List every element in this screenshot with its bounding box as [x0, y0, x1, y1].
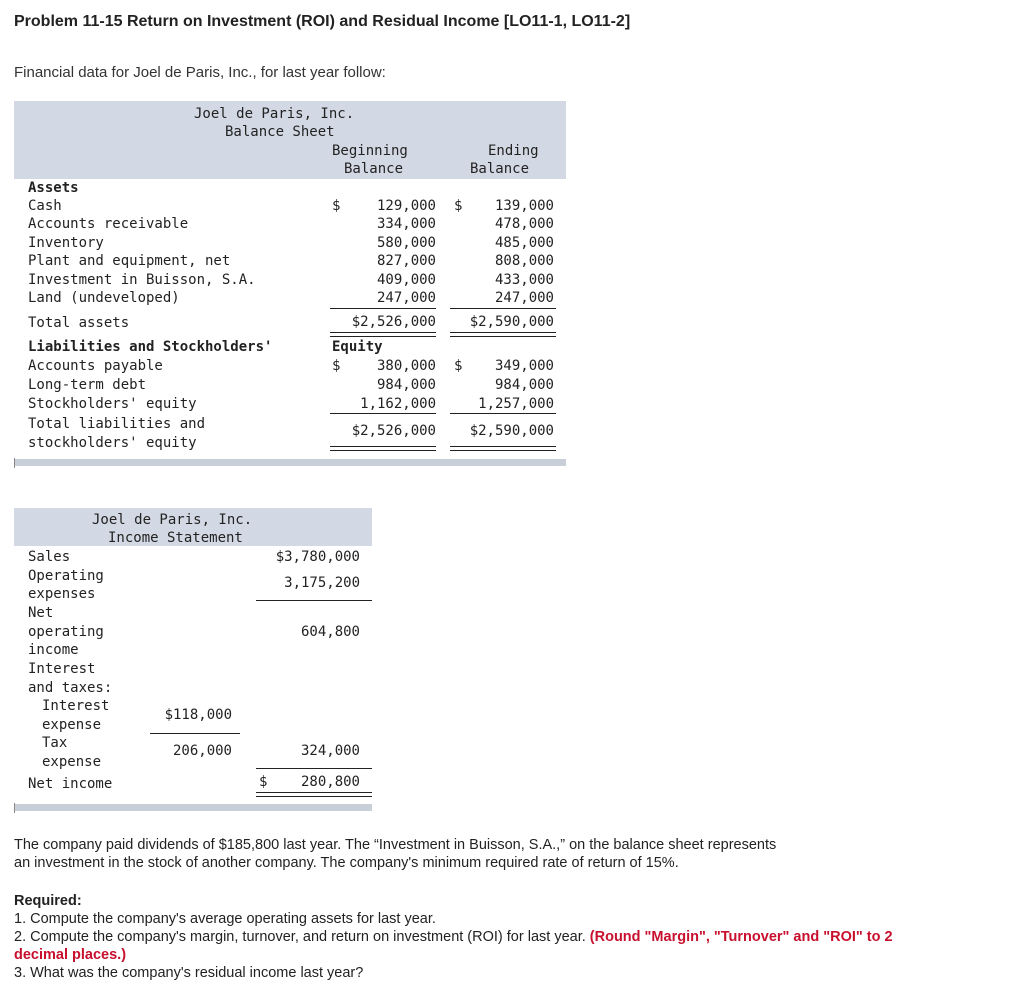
row-end-value: 984,000 — [494, 377, 554, 393]
double-underline — [256, 792, 372, 797]
sales-label: Sales — [28, 549, 71, 565]
row-begin-symbol: $ — [332, 198, 341, 214]
row-begin-value: 334,000 — [376, 216, 436, 232]
required-item-1: 1. Compute the company's average operating assets for last year. — [14, 911, 436, 927]
noi-label-2: operating — [28, 624, 104, 640]
row-label: Accounts receivable — [28, 216, 189, 232]
row-end-value: 478,000 — [494, 216, 554, 232]
total-liab-begin: $2,526,000 — [351, 423, 436, 439]
int-tax-label-1: Interest — [28, 661, 96, 677]
intro-text: Financial data for Joel de Paris, Inc., for last year follow: — [14, 64, 386, 81]
row-label: Investment in Buisson, S.A. — [28, 272, 256, 288]
row-label: Land (undeveloped) — [28, 290, 180, 306]
opex-label-2: expenses — [28, 586, 96, 602]
net-income-label: Net income — [28, 776, 113, 792]
table-footer-bar — [14, 459, 566, 466]
row-begin-value: 380,000 — [376, 358, 436, 374]
interest-label-2: expense — [42, 717, 102, 733]
row-begin-symbol: $ — [332, 358, 341, 374]
underline — [330, 308, 436, 309]
table-footer-bar — [14, 804, 372, 811]
interest-value: $118,000 — [164, 707, 232, 723]
row-end-value: 485,000 — [494, 235, 554, 251]
underline — [330, 413, 436, 414]
double-underline — [450, 446, 556, 451]
opex-label-1: Operating — [28, 568, 104, 584]
double-underline — [330, 446, 436, 451]
double-underline — [330, 332, 436, 337]
row-begin-value: 129,000 — [376, 198, 436, 214]
total-assets-label: Total assets — [28, 315, 130, 331]
balance-sheet-title: Balance Sheet — [225, 124, 335, 140]
underline — [256, 600, 372, 601]
resize-handle[interactable] — [14, 803, 15, 813]
row-label: Plant and equipment, net — [28, 253, 231, 269]
row-end-symbol: $ — [454, 358, 463, 374]
problem-title: Problem 11-15 Return on Investment (ROI) and Residual Income [LO11-1, LO11-2] — [14, 13, 631, 30]
required-item-2-note: (Round "Margin", "Turnover" and "ROI" to 2 decimal places.) — [14, 929, 893, 963]
total-liab-label-1: Total liabilities and — [28, 416, 206, 432]
liabilities-heading: Liabilities and Stockholders' — [28, 339, 273, 355]
required-section — [14, 892, 894, 982]
assets-heading: Assets — [28, 180, 79, 196]
row-begin-value: 1,162,000 — [360, 396, 436, 412]
income-statement-title: Income Statement — [108, 530, 243, 546]
total-assets-end: $2,590,000 — [469, 314, 554, 330]
underline — [450, 308, 556, 309]
row-begin-value: 827,000 — [376, 253, 436, 269]
net-income-symbol: $ — [259, 774, 268, 790]
underline — [256, 768, 372, 769]
row-label: Inventory — [28, 235, 104, 251]
required-item-2 — [14, 928, 894, 964]
noi-label-1: Net — [28, 605, 54, 621]
row-end-value: 247,000 — [494, 290, 554, 306]
col-ending-line2: Balance — [470, 161, 530, 177]
row-end-symbol: $ — [454, 198, 463, 214]
col-ending-line1: Ending — [488, 143, 539, 159]
int-tax-total: 324,000 — [300, 743, 360, 759]
row-end-value: 139,000 — [494, 198, 554, 214]
tax-value: 206,000 — [172, 743, 232, 759]
sales-value: $3,780,000 — [275, 549, 360, 565]
row-end-value: 433,000 — [494, 272, 554, 288]
income-statement-company: Joel de Paris, Inc. — [92, 512, 253, 528]
balance-sheet — [14, 101, 566, 467]
required-heading: Required: — [14, 893, 82, 909]
noi-value: 604,800 — [300, 624, 360, 640]
underline — [150, 733, 240, 734]
col-beginning-line1: Beginning — [332, 143, 408, 159]
col-beginning-line2: Balance — [344, 161, 404, 177]
row-label: Long-term debt — [28, 377, 147, 393]
opex-value: 3,175,200 — [284, 575, 360, 591]
total-liab-label-2: stockholders' equity — [28, 435, 197, 451]
balance-sheet-company: Joel de Paris, Inc. — [194, 106, 355, 122]
row-end-value: 1,257,000 — [478, 396, 554, 412]
required-item-2-text: 2. Compute the company's margin, turnover, and return on investment (ROI) for last year. — [14, 929, 586, 945]
row-begin-value: 409,000 — [376, 272, 436, 288]
total-liab-end: $2,590,000 — [469, 423, 554, 439]
tax-label-1: Tax — [42, 735, 68, 751]
row-begin-value: 580,000 — [376, 235, 436, 251]
row-end-value: 808,000 — [494, 253, 554, 269]
noi-label-3: income — [28, 642, 79, 658]
row-label: Stockholders' equity — [28, 396, 197, 412]
underline — [450, 413, 556, 414]
interest-label-1: Interest — [42, 698, 110, 714]
row-end-value: 349,000 — [494, 358, 554, 374]
income-statement — [14, 508, 372, 816]
int-tax-label-2: and taxes: — [28, 680, 113, 696]
paragraph-line-2: an investment in the stock of another company. The company's minimum required rate of return of 15%. — [14, 855, 679, 871]
resize-handle[interactable] — [14, 458, 15, 468]
paragraph-line-1: The company paid dividends of $185,800 last year. The “Investment in Buisson, S.A.,” on the balance sheet represents — [14, 837, 777, 853]
row-label: Cash — [28, 198, 62, 214]
row-begin-value: 984,000 — [376, 377, 436, 393]
tax-label-2: expense — [42, 754, 102, 770]
double-underline — [450, 332, 556, 337]
row-begin-value: 247,000 — [376, 290, 436, 306]
total-assets-begin: $2,526,000 — [351, 314, 436, 330]
row-label: Accounts payable — [28, 358, 163, 374]
net-income-value: 280,800 — [300, 774, 360, 790]
required-item-3: 3. What was the company's residual income last year? — [14, 965, 364, 981]
liabilities-heading-equity: Equity — [332, 339, 383, 355]
